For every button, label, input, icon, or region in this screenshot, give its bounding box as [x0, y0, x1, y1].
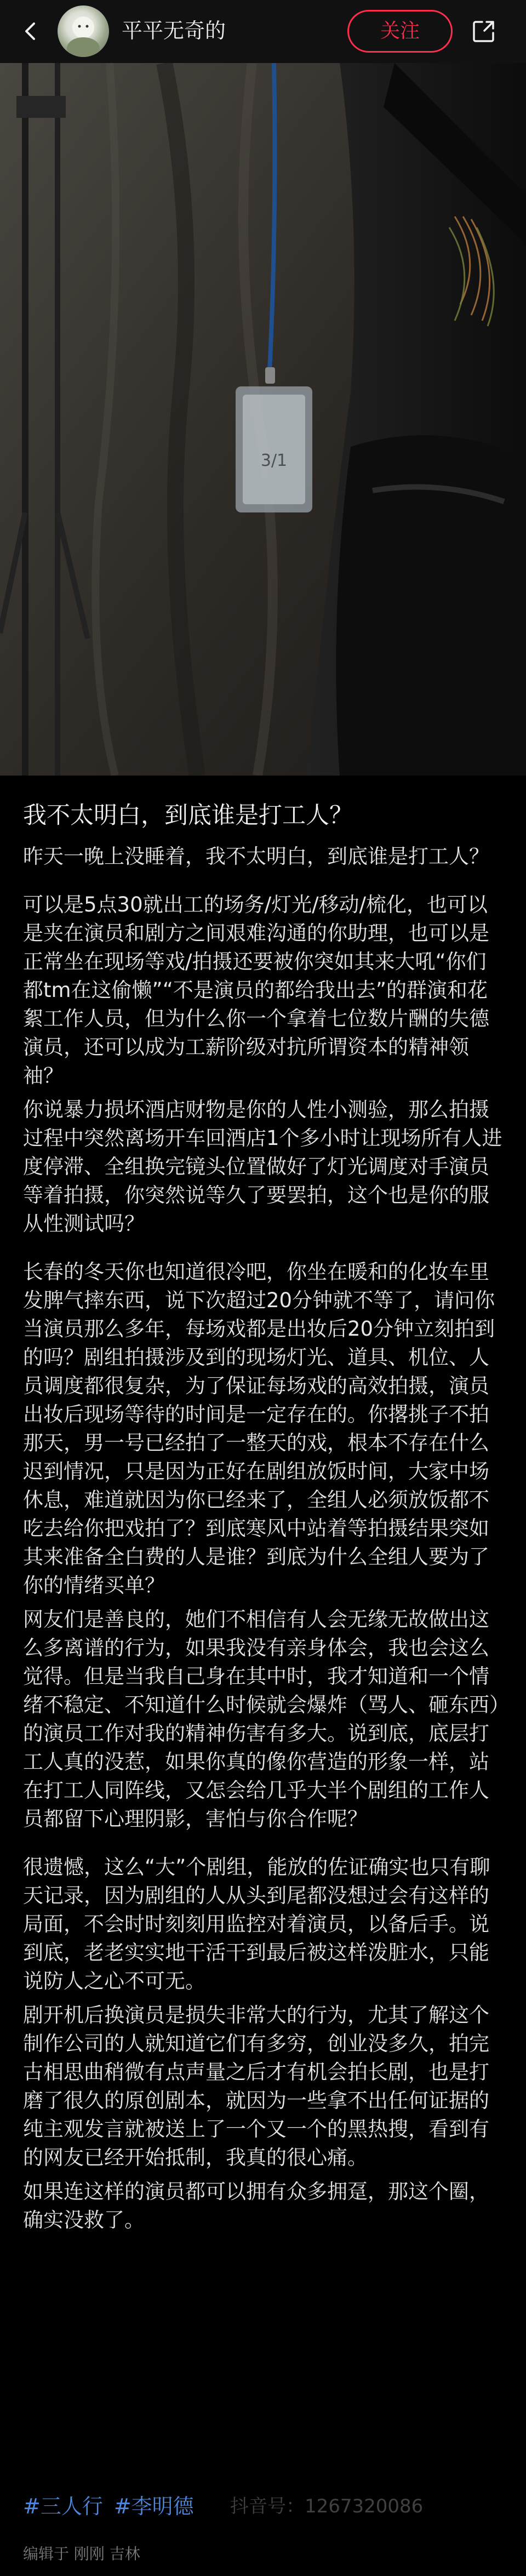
post-paragraph: 网友们是善良的，她们不相信有人会无缘无故做出这么多离谱的行为，如果我没有亲身体会，我也会这么觉得。但是当我自己身在其中时，我才知道和一个情绪不稳定、不知道什么时候就会爆炸（骂人、砸东西）的演员工作对我的精神伤害有多大。说到底，底层打工人真的没惹，如果你真的像你营造的形象一样，站在打工人同阵线，又怎会给几乎大半个剧组的工作人员都留下心理阴影，害怕与你合作呢？ — [23, 1608, 500, 1831]
post-title: 我不太明白，到底谁是打工人？ — [23, 802, 353, 829]
hashtag-link[interactable]: #三人行 — [23, 2494, 103, 2518]
post-paragraph: 剧开机后换演员是损失非常大的行为，尤其了解这个制作公司的人就知道它们有多穷，创业没多久，拍完古相思曲稍微有点声量之后才有机会拍长剧，也是打磨了很久的原创剧本，就因为一些拿不出任何证据的纯主观发言就被送上了一个又一个的黑热搜，看到有的网友已经开始抵制，我真的很心痛。 — [23, 2003, 489, 2169]
post-paragraph: 昨天一晚上没睡着，我不太明白，到底谁是打工人？ — [23, 845, 489, 868]
back-button[interactable] — [11, 12, 49, 50]
author-name[interactable]: 平平无奇的 — [122, 19, 226, 43]
chevron-left-icon — [19, 20, 41, 42]
lanyard-badge-photo — [0, 63, 526, 776]
avatar-illustration — [58, 5, 109, 57]
post-photo[interactable] — [0, 63, 526, 776]
edit-info: 编辑于 刚刚 吉林 — [23, 2545, 140, 2563]
hashtag-link[interactable]: #李明德 — [113, 2494, 194, 2518]
post-paragraph: 你说暴力损坏酒店财物是你的人性小测验，那么拍摄过程中突然离场开车回酒店1个多小时让现场所有人进度停滞、全组换完镜头位置做好了灯光调度对手演员等着拍摄，你突然说等久了要罢拍，这个也是你的服从性测试吗？ — [23, 1098, 502, 1235]
avatar[interactable] — [58, 5, 109, 57]
post-paragraph: 可以是5点30就出工的场务/灯光/移动/梳化，也可以是夹在演员和剧方之间艰难沟通的你助理，也可以是正常坐在现场等戏/拍摄还要被你突如其来大吼“你们都tm在这偷懒”“不是演员的都给我出去”的群演和花絮工作人员，但为什么你一个拿着七位数片酬的失德演员，还可以成为工薪阶级对抗所谓资本的精神领袖？ — [23, 893, 489, 1087]
post-paragraph: 很遗憾，这么“大”个剧组，能放的佐证确实也只有聊天记录，因为剧组的人从头到尾都没想过会有这样的局面，不会时时刻刻用监控对着演员，以备后手。说到底，老老实实地干活干到最后被这样泼脏水，只能说防人之心不可无。 — [23, 1855, 490, 1993]
post-paragraph: 如果连这样的演员都可以拥有众多拥趸，那这个圈，确实没救了。 — [23, 2180, 489, 2232]
top-navigation-bar — [0, 0, 526, 63]
badge-text: 3/1 — [260, 451, 288, 470]
share-icon — [471, 19, 496, 44]
post-content — [0, 776, 526, 2576]
post-paragraph: 长春的冬天你也知道很冷吧，你坐在暖和的化妆车里发脾气摔东西，说下次超过20分钟就不等了，请问你当演员那么多年，每场戏都是出妆后20分钟立刻拍到的吗？剧组拍摄涉及到的现场灯光、道具、机位、人员调度都很复杂，为了保证每场戏的高效拍摄，演员出妆后现场等待的时间是一定存在的。你撂挑子不拍那天，男一号已经拍了一整天的戏，根本不存在什么迟到情况，只是因为正好在剧组放饭时间，大家中场休息，难道就因为你已经来了，全组人必须放饭都不吃去给你把戏拍了？到底寒风中站着等拍摄结果突如其来准备全白费的人是谁？到底为什么全组人要为了你的情绪买单？ — [23, 1260, 495, 1597]
follow-button[interactable]: 关注 — [347, 10, 453, 53]
share-button[interactable] — [465, 12, 503, 50]
hashtag-list — [23, 2490, 194, 2523]
post-body — [23, 842, 505, 2235]
watermark: 抖音号：1267320086 — [230, 2495, 424, 2517]
